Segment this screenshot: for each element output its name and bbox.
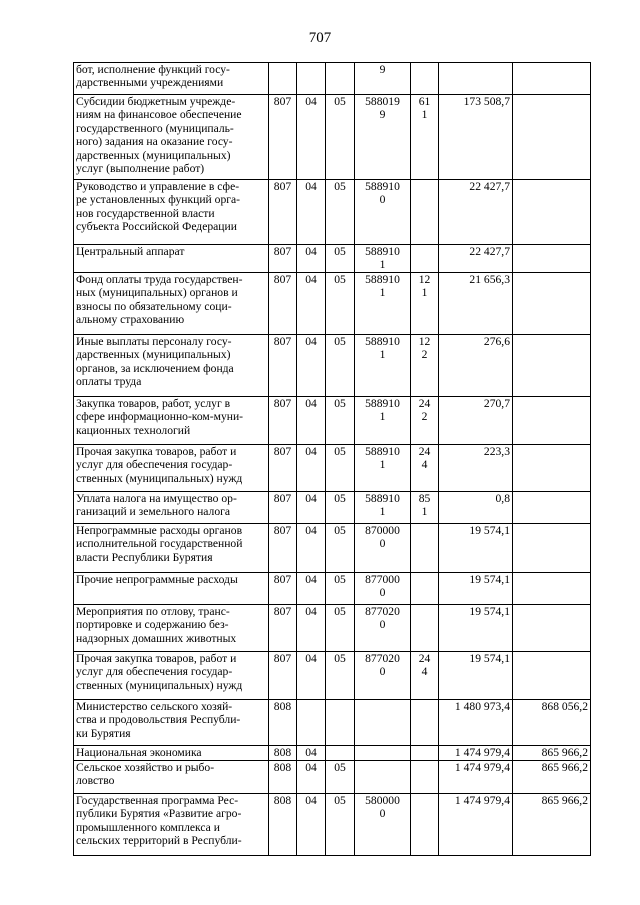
subsection-code xyxy=(326,700,355,746)
expense-type-code xyxy=(411,761,439,794)
table-row xyxy=(74,245,591,273)
table-row xyxy=(74,524,591,573)
ministry-code: 807 xyxy=(269,273,297,335)
ministry-code: 807 xyxy=(269,652,297,700)
ministry-code: 808 xyxy=(269,746,297,761)
subsection-code: 05 xyxy=(326,761,355,794)
amount-1: 19 574,1 xyxy=(439,605,513,652)
target-code: 588910 1 xyxy=(355,445,411,492)
row-name: Непрограммные расходы органов исполнительной государственной власти Республики Бурятия xyxy=(74,524,269,573)
row-name: Закупка товаров, работ, услуг в сфере информационно-ком-муни- кационных технологий xyxy=(74,397,269,445)
expense-type-code: 12 1 xyxy=(411,273,439,335)
amount-1: 1 480 973,4 xyxy=(439,700,513,746)
subsection-code: 05 xyxy=(326,397,355,445)
expense-type-code xyxy=(411,573,439,605)
section-code xyxy=(297,63,326,95)
table-row xyxy=(74,492,591,524)
table-row xyxy=(74,652,591,700)
expense-type-code: 24 2 xyxy=(411,397,439,445)
expense-type-code xyxy=(411,794,439,856)
row-name: Фонд оплаты труда государствен- ных (муниципальных) органов и взносы по обязательному соци- альному страхованию xyxy=(74,273,269,335)
section-code: 04 xyxy=(297,605,326,652)
section-code xyxy=(297,700,326,746)
target-code xyxy=(355,746,411,761)
subsection-code: 05 xyxy=(326,95,355,180)
section-code: 04 xyxy=(297,524,326,573)
target-code: 588910 1 xyxy=(355,492,411,524)
target-code: 588910 1 xyxy=(355,273,411,335)
expense-type-code xyxy=(411,700,439,746)
expense-type-code: 12 2 xyxy=(411,335,439,397)
row-name: Сельское хозяйство и рыбо- ловство xyxy=(74,761,269,794)
table-row xyxy=(74,445,591,492)
expense-type-code xyxy=(411,605,439,652)
subsection-code: 05 xyxy=(326,273,355,335)
amount-1: 19 574,1 xyxy=(439,652,513,700)
target-code: 588910 1 xyxy=(355,245,411,273)
subsection-code: 05 xyxy=(326,605,355,652)
amount-1: 173 508,7 xyxy=(439,95,513,180)
ministry-code: 807 xyxy=(269,245,297,273)
amount-2 xyxy=(513,397,591,445)
table-row xyxy=(74,746,591,761)
row-name: Мероприятия по отлову, транс- портировке и содержанию без- надзорных домашних животных xyxy=(74,605,269,652)
subsection-code: 05 xyxy=(326,335,355,397)
subsection-code: 05 xyxy=(326,445,355,492)
target-code: 580000 0 xyxy=(355,794,411,856)
section-code: 04 xyxy=(297,794,326,856)
ministry-code: 807 xyxy=(269,492,297,524)
amount-1: 19 574,1 xyxy=(439,573,513,605)
amount-2 xyxy=(513,524,591,573)
target-code: 877020 0 xyxy=(355,605,411,652)
subsection-code: 05 xyxy=(326,652,355,700)
table-row xyxy=(74,63,591,95)
table-row xyxy=(74,180,591,245)
row-name: Прочая закупка товаров, работ и услуг для обеспечения государ- ственных (муниципальных) нужд xyxy=(74,652,269,700)
subsection-code: 05 xyxy=(326,794,355,856)
subsection-code: 05 xyxy=(326,573,355,605)
subsection-code: 05 xyxy=(326,245,355,273)
amount-1: 1 474 979,4 xyxy=(439,746,513,761)
target-code: 588019 9 xyxy=(355,95,411,180)
table-row xyxy=(74,700,591,746)
expense-type-code xyxy=(411,746,439,761)
target-code xyxy=(355,700,411,746)
row-name: Руководство и управление в сфе- ре установленных функций орга- нов государственной власти субъекта Российской Федерации xyxy=(74,180,269,245)
expense-type-code xyxy=(411,524,439,573)
target-code: 870000 0 xyxy=(355,524,411,573)
section-code: 04 xyxy=(297,273,326,335)
target-code: 588910 1 xyxy=(355,335,411,397)
section-code: 04 xyxy=(297,761,326,794)
ministry-code: 807 xyxy=(269,605,297,652)
page-number: 707 xyxy=(308,30,332,46)
target-code: 877020 0 xyxy=(355,652,411,700)
amount-2 xyxy=(513,245,591,273)
ministry-code: 808 xyxy=(269,794,297,856)
expense-type-code xyxy=(411,245,439,273)
expense-type-code xyxy=(411,63,439,95)
ministry-code: 808 xyxy=(269,761,297,794)
subsection-code xyxy=(326,63,355,95)
target-code: 588910 0 xyxy=(355,180,411,245)
amount-1: 22 427,7 xyxy=(439,245,513,273)
amount-2 xyxy=(513,652,591,700)
section-code: 04 xyxy=(297,652,326,700)
ministry-code: 807 xyxy=(269,180,297,245)
subsection-code: 05 xyxy=(326,524,355,573)
table-row xyxy=(74,335,591,397)
section-code: 04 xyxy=(297,746,326,761)
table-row xyxy=(74,573,591,605)
table-row xyxy=(74,761,591,794)
amount-2 xyxy=(513,445,591,492)
amount-1: 0,8 xyxy=(439,492,513,524)
amount-2 xyxy=(513,273,591,335)
amount-2: 865 966,2 xyxy=(513,794,591,856)
section-code: 04 xyxy=(297,245,326,273)
row-name: Министерство сельского хозяй- ства и продовольствия Республи- ки Бурятия xyxy=(74,700,269,746)
row-name: Субсидии бюджетным учрежде- ниям на финансовое обеспечение государственного (муниципаль- ного) задания на оказание госу- дарственных (муниципальных) услуг (выполнение работ) xyxy=(74,95,269,180)
ministry-code: 807 xyxy=(269,397,297,445)
ministry-code: 808 xyxy=(269,700,297,746)
amount-2: 868 056,2 xyxy=(513,700,591,746)
row-name: Иные выплаты персоналу госу- дарственных (муниципальных) органов, за исключением фонда оплаты труда xyxy=(74,335,269,397)
amount-1 xyxy=(439,63,513,95)
section-code: 04 xyxy=(297,95,326,180)
amount-2 xyxy=(513,335,591,397)
section-code: 04 xyxy=(297,397,326,445)
target-code: 877000 0 xyxy=(355,573,411,605)
row-name: Государственная программа Рес- публики Бурятия «Развитие агро- промышленного комплекса и сельских территорий в Республи- xyxy=(74,794,269,856)
expense-type-code: 85 1 xyxy=(411,492,439,524)
table-row xyxy=(74,397,591,445)
table-row xyxy=(74,605,591,652)
target-code xyxy=(355,761,411,794)
subsection-code: 05 xyxy=(326,180,355,245)
ministry-code xyxy=(269,63,297,95)
amount-1: 21 656,3 xyxy=(439,273,513,335)
expense-type-code: 61 1 xyxy=(411,95,439,180)
table-row xyxy=(74,273,591,335)
amount-1: 19 574,1 xyxy=(439,524,513,573)
ministry-code: 807 xyxy=(269,573,297,605)
subsection-code xyxy=(326,746,355,761)
section-code: 04 xyxy=(297,335,326,397)
amount-2 xyxy=(513,573,591,605)
section-code: 04 xyxy=(297,573,326,605)
amount-1: 1 474 979,4 xyxy=(439,761,513,794)
row-name: Центральный аппарат xyxy=(74,245,269,273)
budget-table xyxy=(73,62,591,856)
table-row xyxy=(74,95,591,180)
amount-1: 276,6 xyxy=(439,335,513,397)
subsection-code: 05 xyxy=(326,492,355,524)
amount-1: 1 474 979,4 xyxy=(439,794,513,856)
ministry-code: 807 xyxy=(269,335,297,397)
row-name: Национальная экономика xyxy=(74,746,269,761)
section-code: 04 xyxy=(297,180,326,245)
row-name: Уплата налога на имущество ор- ганизаций и земельного налога xyxy=(74,492,269,524)
table-row xyxy=(74,794,591,856)
amount-2 xyxy=(513,180,591,245)
amount-1: 22 427,7 xyxy=(439,180,513,245)
amount-2 xyxy=(513,63,591,95)
amount-2: 865 966,2 xyxy=(513,761,591,794)
target-code: 9 xyxy=(355,63,411,95)
row-name: Прочая закупка товаров, работ и услуг для обеспечения государ- ственных (муниципальных) нужд xyxy=(74,445,269,492)
ministry-code: 807 xyxy=(269,524,297,573)
amount-2: 865 966,2 xyxy=(513,746,591,761)
amount-1: 270,7 xyxy=(439,397,513,445)
section-code: 04 xyxy=(297,492,326,524)
expense-type-code xyxy=(411,180,439,245)
amount-2 xyxy=(513,492,591,524)
section-code: 04 xyxy=(297,445,326,492)
ministry-code: 807 xyxy=(269,95,297,180)
amount-2 xyxy=(513,605,591,652)
row-name: Прочие непрограммные расходы xyxy=(74,573,269,605)
ministry-code: 807 xyxy=(269,445,297,492)
amount-1: 223,3 xyxy=(439,445,513,492)
amount-2 xyxy=(513,95,591,180)
expense-type-code: 24 4 xyxy=(411,445,439,492)
row-name: бот, исполнение функций госу- дарственными учреждениями xyxy=(74,63,269,95)
target-code: 588910 1 xyxy=(355,397,411,445)
expense-type-code: 24 4 xyxy=(411,652,439,700)
